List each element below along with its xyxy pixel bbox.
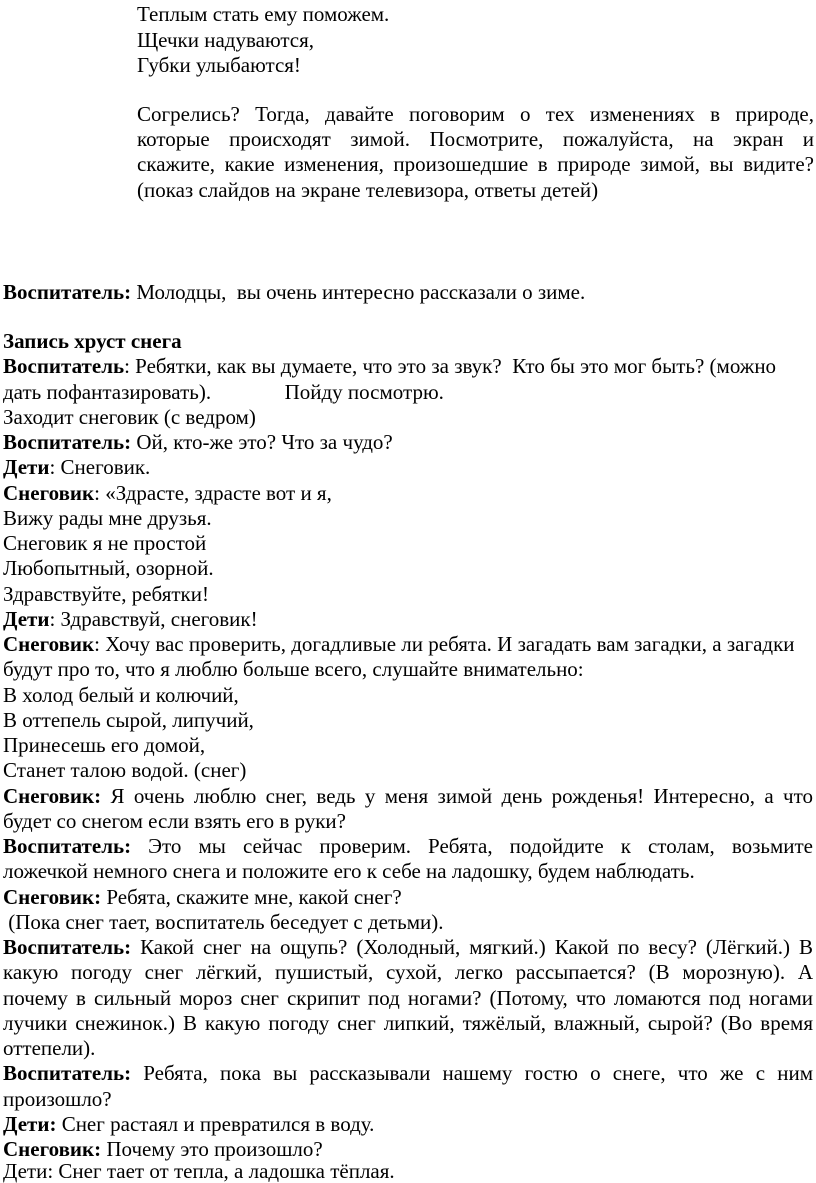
paragraph-line: которые происходят зимой. Посмотрите, пожалуйста, на экран и	[137, 127, 814, 151]
dialogue-line: Снеговик: «Здрасте, здрасте вот и я,	[3, 481, 332, 505]
riddle-line: Принесешь его домой,	[3, 733, 206, 757]
dialogue-line: произошло?	[3, 1087, 112, 1111]
dialogue-line: Дети: Снег растаял и превратился в воду.	[3, 1112, 375, 1136]
poem-line: Любопытный, озорной.	[3, 556, 214, 580]
poem-line: Теплым стать ему поможем.	[137, 2, 390, 26]
speaker-children: Дети	[3, 607, 50, 631]
speaker-teacher: Воспитатель:	[3, 1061, 132, 1085]
dialogue-line: почему в сильный мороз снег скрипит под ногами? (Потому, что ломаются под ногами	[3, 986, 813, 1010]
dialogue-line: будут про то, что я люблю больше всего, слушайте внимательно:	[3, 657, 584, 681]
dialogue-line: Воспитатель: Какой снег на ощупь? (Холодный, мягкий.) Какой по весу? (Лёгкий.) В	[3, 935, 813, 959]
speaker-teacher: Воспитатель:	[3, 935, 132, 959]
dialogue-line: Дети: Снеговик.	[3, 455, 151, 479]
paragraph-line: Согрелись? Тогда, давайте поговорим о тех изменениях в природе,	[137, 102, 814, 126]
speaker-children: Дети	[3, 455, 50, 479]
riddle-line: В холод белый и колючий,	[3, 683, 239, 707]
speaker-teacher: Воспитатель	[3, 354, 125, 378]
riddle-line: В оттепель сырой, липучий,	[3, 708, 254, 732]
speaker-snowman: Снеговик	[3, 632, 95, 656]
dialogue-line: Воспитатель: Ой, кто-же это? Что за чудо?	[3, 430, 393, 454]
dialogue-line: лучики снежинок.) В какую погоду снег липкий, тяжёлый, влажный, сырой? (Во время	[3, 1011, 813, 1035]
dialogue-line: ложечкой немного снега и положите его к себе на ладошку, будем наблюдать.	[3, 859, 695, 883]
dialogue-line: Воспитатель: Молодцы, вы очень интересно рассказали о зиме.	[3, 280, 586, 304]
speaker-children: Дети:	[3, 1112, 57, 1136]
stage-direction: Заходит снеговик (с ведром)	[3, 405, 256, 429]
speaker-snowman: Снеговик:	[3, 1137, 102, 1161]
stage-direction: (Пока снег тает, воспитатель беседует с детьми).	[3, 910, 444, 934]
speaker-teacher: Воспитатель:	[3, 280, 132, 304]
dialogue-line: дать пофантазировать). Пойду посмотрю.	[3, 380, 444, 404]
poem-line: Здравствуйте, ребятки!	[3, 582, 209, 606]
dialogue-line: Воспитатель: Ребятки, как вы думаете, что это за звук? Кто бы это мог быть? (можно	[3, 354, 777, 378]
poem-line: Губки улыбаются!	[137, 53, 301, 77]
riddle-line: Станет талою водой. (снег)	[3, 758, 247, 782]
dialogue-line: будет со снегом если взять его в руки?	[3, 809, 346, 833]
dialogue-line: Воспитатель: Ребята, пока вы рассказывали нашему гостю о снеге, что же с ним	[3, 1061, 813, 1085]
poem-line: Вижу рады мне друзья.	[3, 506, 212, 530]
speaker-snowman: Снеговик	[3, 481, 95, 505]
dialogue-line: Дети: Снег тает от тепла, а ладошка тёплая.	[3, 1159, 395, 1183]
paragraph-line: скажите, какие изменения, произошедшие в природе зимой, вы видите?	[137, 152, 814, 176]
dialogue-line: Воспитатель: Это мы сейчас проверим. Ребята, подойдите к столам, возьмите	[3, 834, 813, 858]
poem-line: Щечки надуваются,	[137, 28, 315, 52]
paragraph-line: (показ слайдов на экране телевизора, ответы детей)	[137, 178, 599, 202]
dialogue-line: Снеговик: Ребята, скажите мне, какой снег?	[3, 885, 402, 909]
dialogue-line: какую погоду снег лёгкий, пушистый, сухой, легко рассыпается? (В морозную). А	[3, 960, 813, 984]
poem-line: Снеговик я не простой	[3, 531, 207, 555]
dialogue-line: оттепели).	[3, 1036, 96, 1060]
speaker-snowman: Снеговик:	[3, 784, 102, 808]
dialogue-line: Снеговик: Почему это произошло?	[3, 1137, 323, 1161]
section-heading: Запись хруст снега	[3, 329, 182, 353]
speaker-teacher: Воспитатель:	[3, 430, 132, 454]
dialogue-line: Дети: Здравствуй, снеговик!	[3, 607, 258, 631]
speaker-snowman: Снеговик:	[3, 885, 102, 909]
speaker-teacher: Воспитатель:	[3, 834, 132, 858]
dialogue-line: Снеговик: Хочу вас проверить, догадливые ли ребята. И загадать вам загадки, а загадки	[3, 632, 795, 656]
dialogue-line: Снеговик: Я очень люблю снег, ведь у меня зимой день рожденья! Интересно, а что	[3, 784, 813, 808]
